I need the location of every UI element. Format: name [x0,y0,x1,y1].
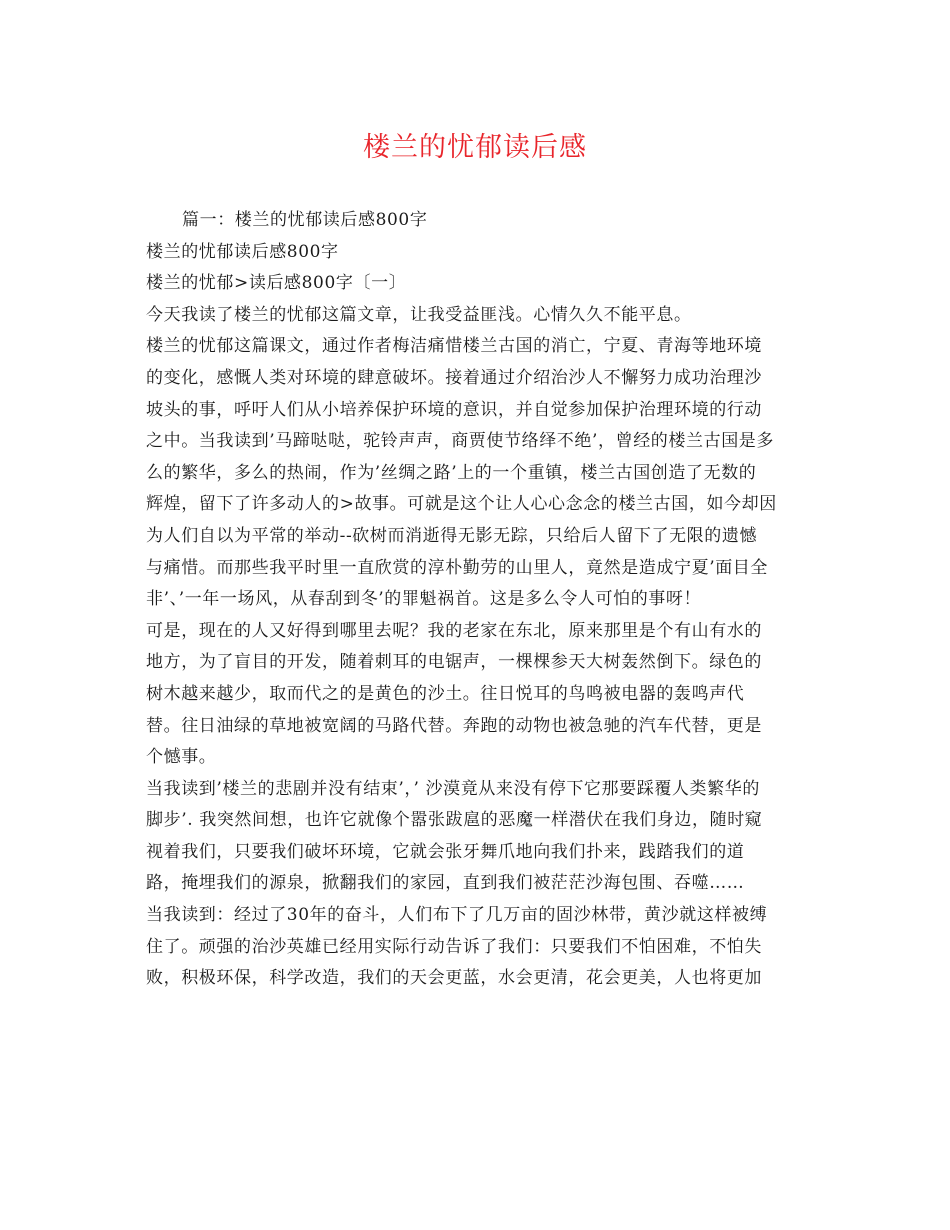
text-line: 视着我们，只要我们破坏环境，它就会张牙舞爪地向我们扑来，践踏我们的道 [146,841,745,862]
text-line: 脚步’. 我突然间想，也许它就像个嚣张跋扈的恶魔一样潜伏在我们身边，随时窥 [146,810,763,831]
text-line: 楼兰的忧郁>读后感800字〔一〕 [146,273,407,294]
document-body [146,205,806,995]
text-line: 楼兰的忧郁读后感800字 [146,241,339,262]
document-title: 楼兰的忧郁读后感 [363,132,587,163]
text-line: 么的繁华，多么的热闹，作为’丝绸之路’上的一个重镇，楼兰古国创造了无数的 [146,462,757,483]
text-line: 与痛惜。而那些我平时里一直欣赏的淳朴勤劳的山里人，竟然是造成宁夏’面目全 [146,557,769,578]
text-line: 个憾事。 [146,747,217,768]
text-line: 当我读到’楼兰的悲剧并没有结束’，’ 沙漠竟从来没有停下它那要踩覆人类繁华的 [146,778,760,799]
text-line: 辉煌，留下了许多动人的>故事。可就是这个让人心心念念的楼兰古国，如今却因 [146,494,777,515]
text-line: 为人们自以为平常的举动--砍树而消逝得无影无踪，只给后人留下了无限的遗憾 [146,525,758,546]
text-line: 可是，现在的人又好得到哪里去呢？我的老家在东北，原来那里是个有山有水的 [146,620,762,641]
text-line: 的变化，感慨人类对环境的肆意破坏。接着通过介绍治沙人不懈努力成功治理沙 [146,367,762,388]
text-line: 败，积极环保，科学改造，我们的天会更蓝，水会更清，花会更美，人也将更加 [146,968,762,989]
text-line: 篇一：楼兰的忧郁读后感800字 [182,210,428,230]
text-line: 树木越来越少，取而代之的是黄色的沙土。往日悦耳的鸟鸣被电器的轰鸣声代 [146,683,745,704]
text-line: 非’、’一年一场风，从春刮到冬’的罪魁祸首。这是多么令人可怕的事呀！ [146,589,702,610]
text-line: 之中。当我读到’马蹄哒哒，驼铃声声，商贾使节络绎不绝’，曾经的楼兰古国是多 [146,431,775,452]
text-line: 当我读到：经过了30年的奋斗，人们布下了几万亩的固沙林带，黄沙就这样被缚 [146,905,768,926]
text-line: 替。往日油绿的草地被宽阔的马路代替。奔跑的动物也被急驰的汽车代替，更是 [146,715,762,736]
text-line: 地方，为了盲目的开发，随着刺耳的电锯声，一棵棵参天大树轰然倒下。绿色的 [146,652,762,673]
text-line: 坡头的事，呼吁人们从小培养保护环境的意识，并自觉参加保护治理环境的行动 [146,399,762,420]
text-line: 今天我读了楼兰的忧郁这篇文章，让我受益匪浅。心情久久不能平息。 [146,304,692,325]
text-line: 路，掩埋我们的源泉，掀翻我们的家园，直到我们被茫茫沙海包围、吞噬…… [146,873,745,894]
text-line: 楼兰的忧郁这篇课文，通过作者梅洁痛惜楼兰古国的消亡，宁夏、青海等地环境 [146,336,762,357]
text-line: 住了。顽强的治沙英雄已经用实际行动告诉了我们：只要我们不怕困难，不怕失 [146,936,762,957]
